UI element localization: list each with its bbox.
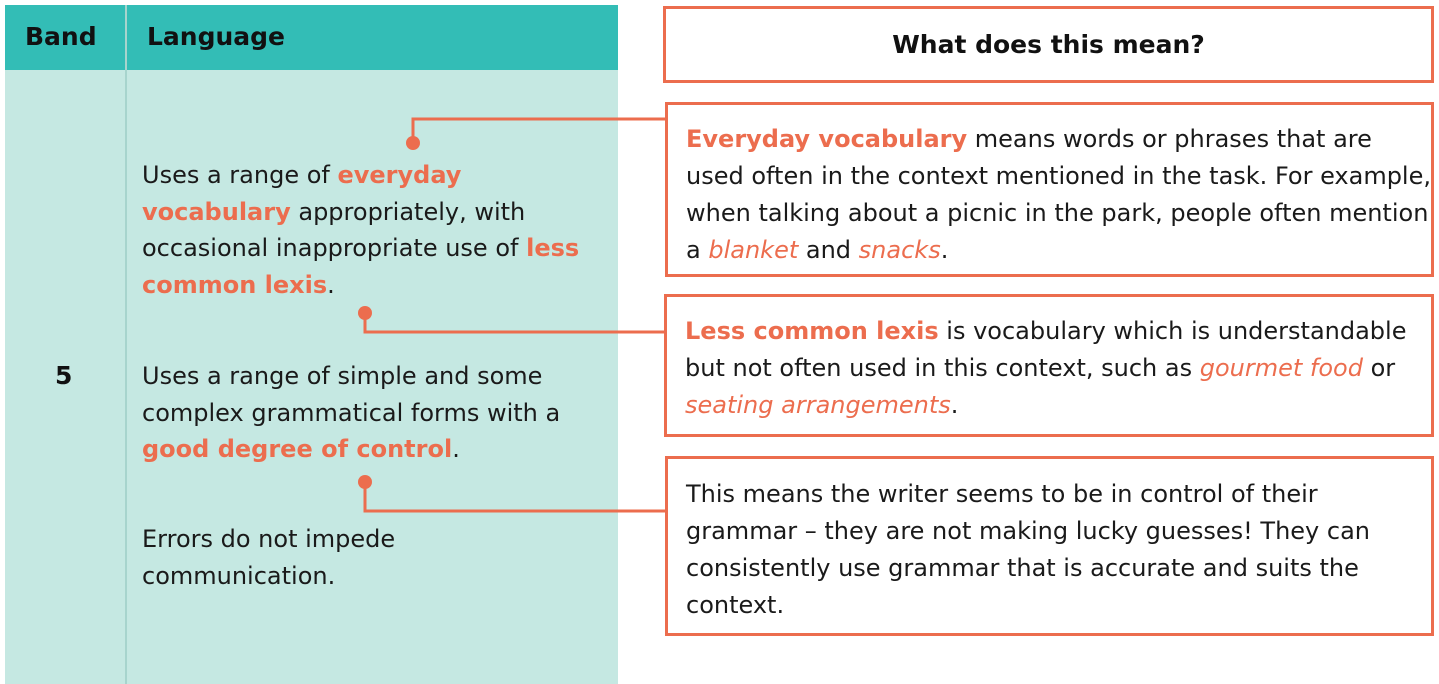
criterion-text: appropriately, with occasional inappropriate use of xyxy=(142,197,527,262)
term-everyday-vocabulary: Everyday vocabulary xyxy=(686,125,968,153)
criterion-text: Uses a range of simple and some complex grammatical forms with a xyxy=(142,362,561,427)
explanation-text: is vocabulary which is understandable but not often used in this context, such as xyxy=(685,317,1407,382)
connector-dot-vocabulary xyxy=(406,136,420,150)
explanation-title-box xyxy=(663,6,1434,83)
explanation-text: and xyxy=(798,236,859,264)
example-blanket: blanket xyxy=(708,236,799,264)
explanation-text: or xyxy=(1362,354,1396,382)
term-less-common-lexis: Less common lexis xyxy=(685,317,939,345)
criterion-text: . xyxy=(327,270,335,299)
example-gourmet-food: gourmet food xyxy=(1199,354,1363,382)
band-number: 5 xyxy=(55,361,73,390)
header-band: Band xyxy=(25,22,97,51)
explanation-text: . xyxy=(950,391,959,419)
connector-control xyxy=(365,482,666,511)
highlight-less-common-lexis: less common lexis xyxy=(142,234,580,299)
header-language: Language xyxy=(147,22,286,51)
connector-dot-lexis xyxy=(358,306,372,320)
explanation-text: means words or phrases that are used often in the context mentioned in the task. For example, when talking about a picnic in the park, people often mention a xyxy=(686,125,1431,264)
highlight-everyday-vocabulary: everyday vocabulary xyxy=(142,161,462,226)
explanation-lexis-box xyxy=(664,294,1434,437)
connector-lexis xyxy=(365,313,666,332)
explanation-vocabulary-text xyxy=(668,105,1431,269)
explanation-control-box xyxy=(665,456,1434,636)
criterion-text: Uses a range of xyxy=(142,161,338,189)
explanation-vocabulary-box xyxy=(665,102,1434,277)
explanation-title: What does this mean? xyxy=(892,30,1205,59)
explanation-lexis-text xyxy=(667,297,1431,424)
explanation-text: . xyxy=(940,236,949,264)
criterion-errors: Errors do not impede communication. xyxy=(142,525,396,590)
criterion-text: . xyxy=(452,435,460,463)
example-seating-arrangements: seating arrangements xyxy=(685,391,951,419)
example-snacks: snacks xyxy=(858,236,941,264)
explanation-control-text: This means the writer seems to be in control of their grammar – they are not making lucky guesses! They can consistently use grammar that is accurate and suits the context. xyxy=(686,480,1370,619)
connector-vocabulary xyxy=(413,119,666,143)
connector-dot-control xyxy=(358,475,372,489)
highlight-good-degree-of-control: good degree of control xyxy=(142,435,453,463)
